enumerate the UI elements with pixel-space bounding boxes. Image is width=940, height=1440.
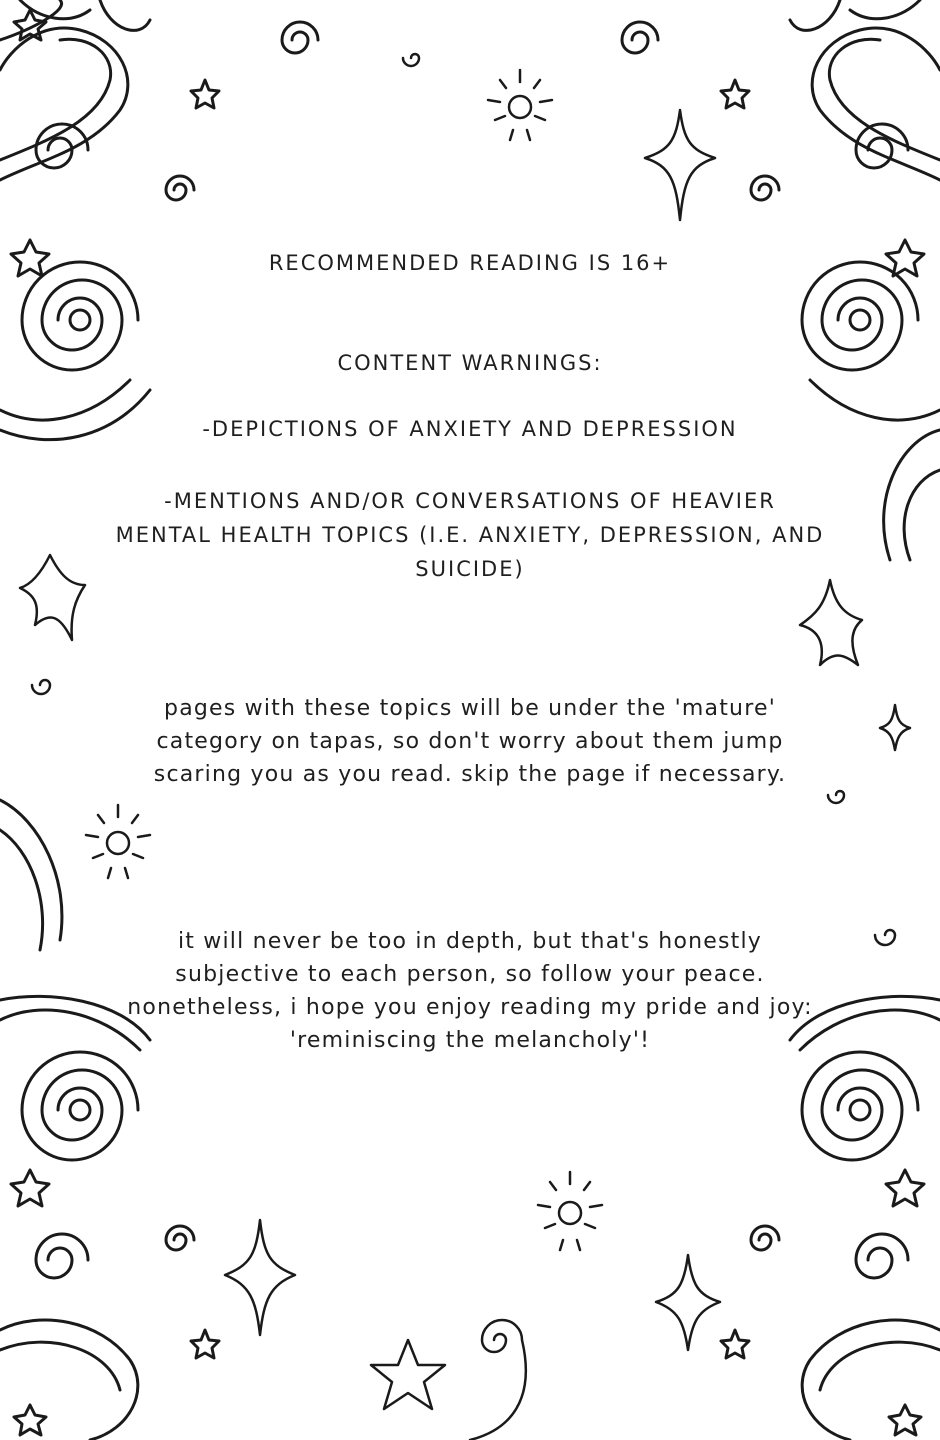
- swirl-cluster-bottom-right: [721, 996, 940, 1440]
- swirl-cluster-top-right: [622, 0, 940, 560]
- content-warnings-heading: CONTENT WARNINGS:: [337, 351, 603, 375]
- age-recommendation: RECOMMENDED READING IS 16+: [268, 251, 672, 275]
- warning-item: -DEPICTIONS OF ANXIETY AND DEPRESSION: [202, 417, 738, 441]
- mature-tag-paragraph: pages with these topics will be under the 'mature' category on tapas, so don't worry about them jump scaring you as you read. skip the page if necessary.: [153, 696, 787, 787]
- swirl-cluster-bottom-left: [0, 800, 219, 1440]
- warning-item: -MENTIONS AND/OR CONVERSATIONS OF HEAVIER MENTAL HEALTH TOPICS (I.E. ANXIETY, DEPRESSION, AND SUICIDE): [115, 489, 825, 581]
- closing-paragraph: it will never be too in depth, but that's honestly subjective to each person, so follow your peace. nonetheless, i hope you enjoy reading my pride and joy: 'reminiscing the melancholy'!: [127, 929, 813, 1053]
